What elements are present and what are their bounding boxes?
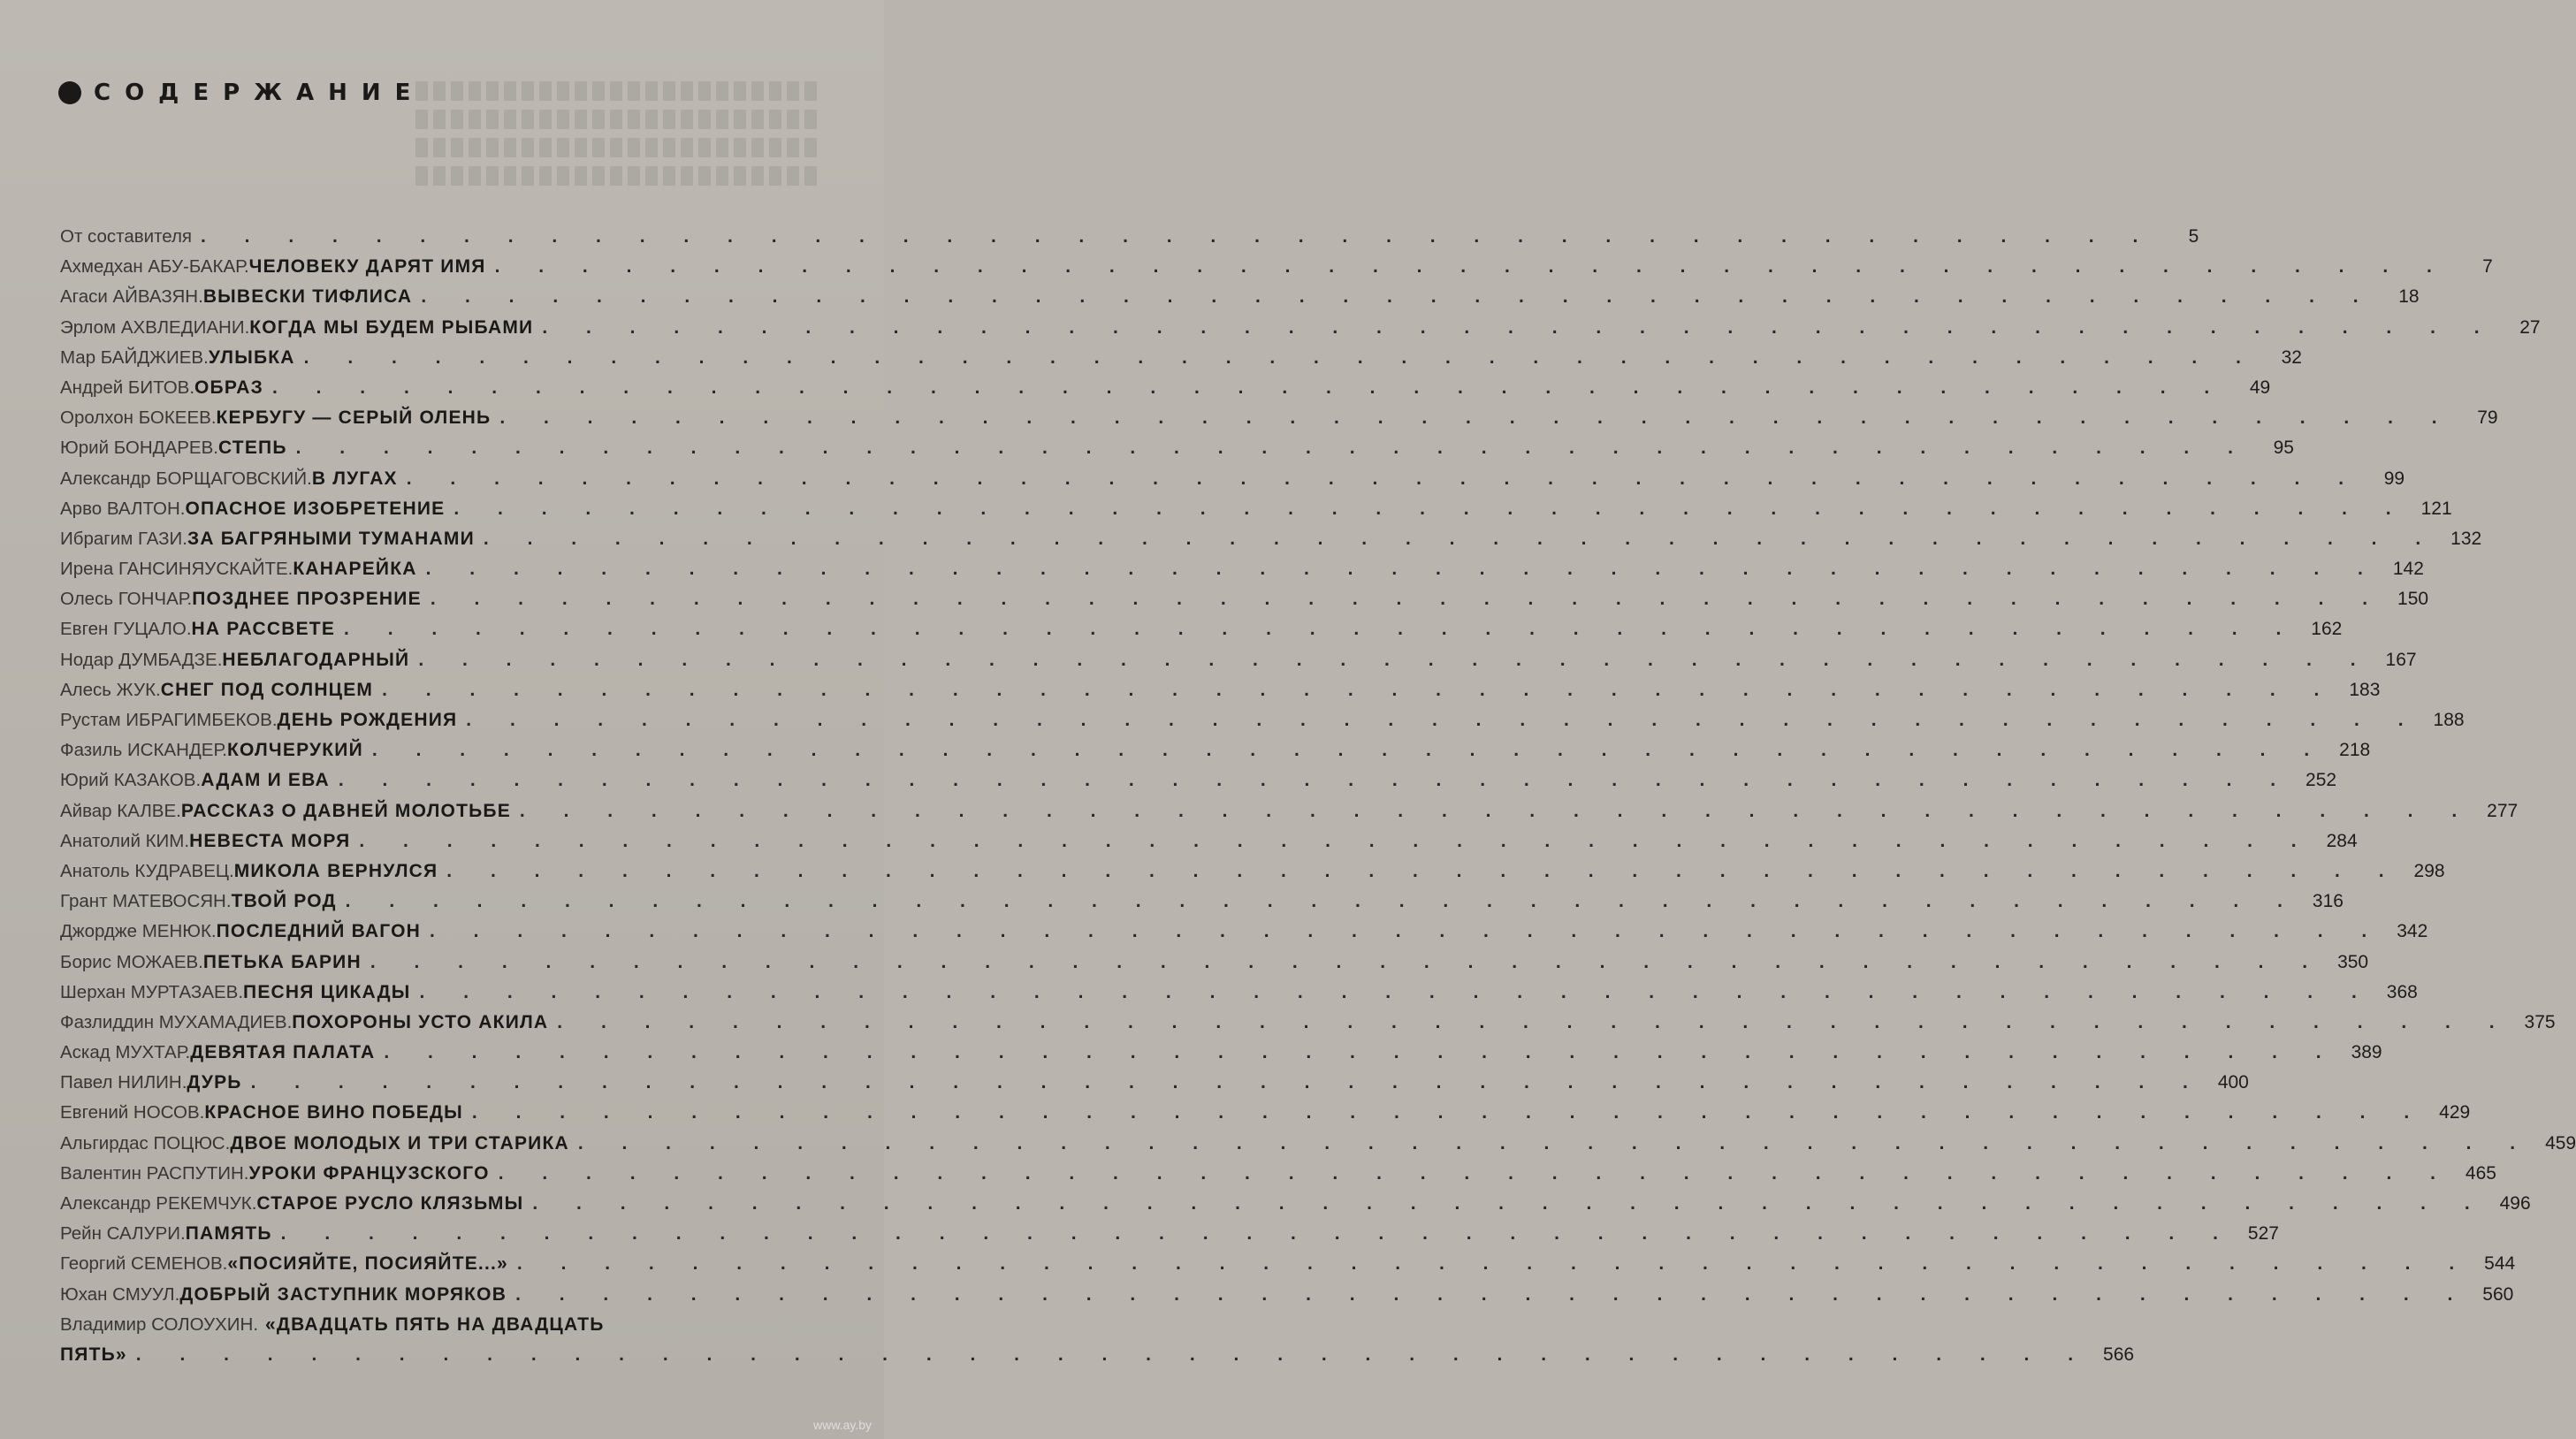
toc-page-number: 389 [2351, 1042, 2382, 1063]
toc-entry [60, 468, 2405, 499]
leader-dots: . . . . . . . . . . . . . . . . . . . . . . . . . . . . . . . . . . . . . . . . . . . . . [382, 679, 2336, 700]
toc-author: Рейн САЛУРИ. [60, 1223, 186, 1245]
toc-author: Александр БОРЩАГОВСКИЙ. [60, 468, 312, 489]
toc-work-title: ДВОЕ МОЛОДЫХ И ТРИ СТАРИКА [230, 1132, 569, 1153]
toc-author: Александр РЕКЕМЧУК. [60, 1193, 257, 1214]
leader-dots: . . . . . . . . . . . . . . . . . . . . . . . . . . . . . . . . . . . . . . . . . . . . . [429, 921, 2384, 942]
toc-author: Айвар КАЛВЕ. [60, 800, 181, 821]
toc-work-title: ДЕВЯТАЯ ПАЛАТА [190, 1042, 376, 1063]
toc-page-number: 132 [2450, 528, 2482, 549]
toc-author: Фазлиддин МУХАМАДИЕВ. [60, 1011, 293, 1032]
toc-work-title: ПЕСНЯ ЦИКАДЫ [243, 981, 411, 1002]
toc-work-title: КАНАРЕЙКА [293, 559, 417, 580]
toc-work-title: ОПАСНОЕ ИЗОБРЕТЕНИЕ [185, 498, 446, 519]
toc-work-title: ПЕТЬКА БАРИН [202, 951, 362, 972]
toc-page-number: 459 [2545, 1132, 2576, 1153]
toc-work-title: ДОБРЫЙ ЗАСТУПНИК МОРЯКОВ [179, 1283, 507, 1305]
table-of-contents [60, 226, 2576, 1374]
contents-header [58, 80, 424, 106]
toc-entry [60, 559, 2424, 589]
leader-dots: . . . . . . . . . . . . . . . . . . . . . . . . . . . . . . . . . . . . . . . . . . . . . [515, 1283, 2470, 1305]
toc-author: Юрий БОНДАРЕВ. [60, 438, 218, 459]
toc-entry [60, 1011, 2556, 1042]
toc-page-number: 79 [2477, 407, 2498, 429]
leader-dots: . . . . . . . . . . . . . . . . . . . . . . . . . . . . . . . . . . . . . . . . . . . . . [446, 860, 2401, 881]
toc-author: Фазиль ИСКАНДЕР. [60, 740, 227, 761]
toc-entry [60, 438, 2294, 468]
toc-page-number: 5 [2188, 226, 2199, 247]
leader-dots: . . . . . . . . . . . . . . . . . . . . . . . . . . . . . . . . . . . . . . . . . . . . . [371, 740, 2327, 761]
toc-work-title: КЕРБУГУ — СЕРЫЙ ОЛЕНЬ [216, 407, 492, 429]
toc-page-number: 316 [2312, 891, 2344, 912]
toc-work-title: ПАМЯТЬ [185, 1223, 272, 1245]
toc-work-title: КОЛЧЕРУКИЙ [226, 740, 363, 761]
leader-dots: . . . . . . . . . . . . . . . . . . . . . . . . . . . . . . . . . . . . . . . . . . . . . [542, 316, 2496, 338]
leader-dots: . . . . . . . . . . . . . . . . . . . . . . . . . . . . . . . . . . . . . . . . . . . . . [135, 1344, 2091, 1365]
toc-work-title: СТАРОЕ РУСЛО КЛЯЗЬМЫ [256, 1193, 524, 1214]
toc-work-title: ЗА БАГРЯНЫМИ ТУМАНАМИ [187, 528, 475, 549]
toc-page-number: 27 [2519, 316, 2541, 338]
toc-author: Эрлом АХВЛЕДИАНИ. [60, 316, 250, 338]
toc-entry [60, 740, 2371, 770]
toc-page-number: 150 [2397, 589, 2429, 610]
leader-dots: . . . . . . . . . . . . . . . . . . . . . . . . . . . . . . . . . . . . . . . . . . . . . [516, 1253, 2472, 1275]
toc-entry [60, 891, 2344, 921]
toc-work-title: УЛЫБКА [208, 346, 295, 368]
toc-entry [60, 1193, 2531, 1223]
toc-entry [60, 377, 2271, 407]
toc-work-title-line2: ПЯТЬ» [60, 1344, 127, 1365]
toc-page-number: 121 [2420, 498, 2452, 519]
toc-entry [60, 346, 2302, 377]
toc-work-title: СТЕПЬ [217, 438, 287, 459]
toc-author: Павел НИЛИН. [60, 1072, 187, 1093]
leader-dots: . . . . . . . . . . . . . . . . . . . . . . . . . . . . . . . . . . . . . . . . . . . . . [498, 1162, 2452, 1184]
toc-entry [60, 1072, 2249, 1102]
toc-work-title: НЕБЛАГОДАРНЫЙ [222, 649, 410, 670]
leader-dots: . . . . . . . . . . . . . . . . . . . . . . . . . . . . . . . . . . . . . . . . . . . . . [421, 286, 2375, 308]
leader-dots: . . . . . . . . . . . . . . . . . . . . . . . . . . . . . . . . . . . . . . . . . . . . . [471, 1102, 2427, 1123]
leader-dots: . . . . . . . . . . . . . . . . . . . . . . . . . . . . . . . . . . . . . . . . . . . . . [425, 559, 2380, 580]
leader-dots: . . . . . . . . . . . . . . . . . . . . . . . . . . . . . . . . . . . . . . . . . . . . . [483, 528, 2438, 549]
toc-work-title-line1: «ДВАДЦАТЬ ПЯТЬ НА ДВАДЦАТЬ [265, 1313, 605, 1335]
toc-page-number: 560 [2482, 1283, 2514, 1305]
leader-dots: . . . . . . . . . . . . . . . . . . . . . . . . . . . . . . . . . . . . . . . . . . . . . [406, 468, 2361, 489]
leader-dots: . . . . . . . . . . . . . . . . . . . . . . . . . . . . . . . . . . . . . . . . . . . . . [303, 346, 2258, 368]
leader-dots: . . . . . . . . . . . . . . . . . . . . . . . . . . . . . . . . . . . . . . . . . . . . . [370, 951, 2325, 972]
toc-author: Рустам ИБРАГИМБЕКОВ. [60, 710, 278, 730]
bullet-icon [58, 81, 81, 104]
leader-dots: . . . . . . . . . . . . . . . . . . . . . . . . . . . . . . . . . . . . . . . . . . . . . [295, 438, 2250, 459]
leader-dots: . . . . . . . . . . . . . . . . . . . . . . . . . . . . . . . . . . . . . . . . . . . . . [466, 710, 2420, 730]
toc-author: Алесь ЖУК. [60, 679, 161, 700]
toc-author: Мар БАЙДЖИЕВ. [60, 346, 209, 368]
toc-entry-last [60, 1313, 2135, 1374]
toc-work-title: УРОКИ ФРАНЦУЗСКОГО [248, 1162, 490, 1184]
toc-page-number: 188 [2433, 710, 2465, 730]
toc-author: Аскад МУХТАР. [60, 1042, 191, 1063]
toc-work-title: СНЕГ ПОД СОЛНЦЕМ [160, 679, 374, 700]
toc-work-title: ДУРЬ [187, 1072, 242, 1093]
toc-work-title: ПОСЛЕДНИЙ ВАГОН [216, 921, 421, 942]
toc-page-number: 252 [2305, 770, 2337, 791]
toc-author: Ахмедхан АБУ-БАКАР. [60, 256, 249, 278]
toc-entry [60, 770, 2337, 800]
toc-author: Анатоль КУДРАВЕЦ. [60, 860, 234, 881]
toc-work-title: ВЫВЕСКИ ТИФЛИСА [202, 286, 413, 308]
watermark: www.ay.by [813, 1418, 872, 1432]
toc-entry [60, 830, 2358, 861]
toc-author: Валентин РАСПУТИН. [60, 1162, 249, 1184]
toc-author: Грант МАТЕВОСЯН. [60, 891, 232, 912]
toc-work-title: «ПОСИЯЙТЕ, ПОСИЯЙТЕ...» [227, 1253, 508, 1275]
toc-author: Альгирдас ПОЦЮС. [60, 1132, 231, 1153]
toc-work-title: ДЕНЬ РОЖДЕНИЯ [277, 710, 458, 730]
toc-page-number: 429 [2439, 1102, 2471, 1123]
toc-page-number: 298 [2413, 860, 2445, 881]
toc-page-number: 284 [2326, 830, 2358, 851]
toc-entry [60, 589, 2429, 619]
toc-page-number: 527 [2247, 1223, 2279, 1245]
leader-dots: . . . . . . . . . . . . . . . . . . . . . . . . . . . . . . . . . . . . . . . . . . . . . [338, 770, 2293, 791]
page-title: СОДЕРЖАНИЕ [94, 80, 425, 106]
toc-entry [60, 1253, 2516, 1283]
leader-dots: . . . . . . . . . . . . . . . . . . . . . . . . . . . . . . . . . . . . . . . . . . . . . [519, 800, 2474, 821]
toc-author: Андрей БИТОВ. [60, 377, 195, 398]
leader-dots: . . . . . . . . . . . . . . . . . . . . . . . . . . . . . . . . . . . . . . . . . . . . . [577, 1132, 2533, 1153]
toc-page-number: 496 [2499, 1193, 2531, 1214]
toc-author: Джордже МЕНЮК. [60, 921, 217, 942]
leader-dots: . . . . . . . . . . . . . . . . . . . . . . . . . . . . . . . . . . . . . . . . . . . . . [419, 981, 2374, 1002]
toc-page-number: 99 [2383, 468, 2405, 489]
toc-author: Юхан СМУУЛ. [60, 1283, 180, 1305]
toc-page-number: 32 [2281, 346, 2302, 368]
toc-author: Агаси АЙВАЗЯН. [60, 286, 203, 308]
toc-entry [60, 256, 2493, 286]
toc-work-title: В ЛУГАХ [311, 468, 398, 489]
toc-entry [60, 316, 2541, 347]
toc-entry [60, 1132, 2576, 1163]
toc-work-title: НА РАССВЕТЕ [191, 619, 336, 640]
leader-dots: . . . . . . . . . . . . . . . . . . . . . . . . . . . . . . . . . . . . . . . . . . . . . [344, 619, 2298, 640]
toc-author: Евген ГУЦАЛО. [60, 619, 192, 640]
toc-author: Арво ВАЛТОН. [60, 498, 186, 519]
toc-work-title: ЧЕЛОВЕКУ ДАРЯТ ИМЯ [248, 256, 486, 278]
toc-work-title: КОГДА МЫ БУДЕМ РЫБАМИ [249, 316, 534, 338]
toc-page-number: 465 [2465, 1162, 2496, 1184]
leader-dots: . . . . . . . . . . . . . . . . . . . . . . . . . . . . . . . . . . . . . . . . . . . . . [430, 589, 2385, 610]
toc-work-title: ТВОЙ РОД [231, 891, 337, 912]
toc-entry [60, 1162, 2496, 1193]
toc-work-title: ОБРАЗ [194, 377, 263, 398]
toc-page-number: 18 [2398, 286, 2420, 308]
leader-dots: . . . . . . . . . . . . . . . . . . . . . . . . . . . . . . . . . . . . . . . . . . . . . [384, 1042, 2338, 1063]
toc-work-title: ПОЗДНЕЕ ПРОЗРЕНИЕ [192, 589, 422, 610]
toc-work-title: РАССКАЗ О ДАВНЕЙ МОЛОТЬБЕ [180, 800, 511, 821]
toc-page-number: 167 [2385, 649, 2417, 670]
toc-author: Нодар ДУМБАДЗЕ. [60, 649, 223, 670]
leader-dots: . . . . . . . . . . . . . . . . . . . . . . . . . . . . . . . . . . . . . . . . . . . . . [532, 1193, 2487, 1214]
toc-author: Владимир СОЛОУХИН. [60, 1313, 259, 1335]
toc-entry [60, 528, 2482, 559]
toc-work-title: ПОХОРОНЫ УСТО АКИЛА [292, 1011, 549, 1032]
leader-dots: . . . . . . . . . . . . . . . . . . . . . . . . . . . . . . . . . . . . . . . . . . . . . [280, 1223, 2235, 1245]
toc-page-number: 49 [2249, 377, 2271, 398]
toc-work-title: НЕВЕСТА МОРЯ [189, 830, 351, 851]
toc-entry [60, 286, 2420, 316]
toc-entry [60, 649, 2417, 680]
toc-author: Юрий КАЗАКОВ. [60, 770, 202, 791]
toc-page-number: 375 [2524, 1011, 2556, 1032]
toc-entry [60, 1102, 2471, 1132]
toc-author: Оролхон БОКЕЕВ. [60, 407, 217, 429]
toc-page-number: 277 [2487, 800, 2519, 821]
leader-dots: . . . . . . . . . . . . . . . . . . . . . . . . . . . . . . . . . . . . . . . . . . . . . [557, 1011, 2511, 1032]
toc-author: От составителя [60, 226, 193, 247]
toc-author: Георгий СЕМЕНОВ. [60, 1253, 228, 1275]
toc-entry [60, 981, 2418, 1012]
toc-entry [60, 619, 2343, 649]
toc-author: Олесь ГОНЧАР. [60, 589, 193, 610]
toc-page-number: 162 [2311, 619, 2343, 640]
leader-dots: . . . . . . . . . . . . . . . . . . . . . . . . . . . . . . . . . . . . . . . . . . . . . [494, 256, 2449, 278]
toc-page-number: 7 [2482, 256, 2493, 278]
toc-page-number: 183 [2349, 679, 2381, 700]
leader-dots: . . . . . . . . . . . . . . . . . . . . . . . . . . . . . . . . . . . . . . . . . . . . . [250, 1072, 2205, 1093]
toc-work-title: КРАСНОЕ ВИНО ПОБЕДЫ [204, 1102, 463, 1123]
toc-entry [60, 860, 2445, 891]
toc-page-number: 544 [2484, 1253, 2516, 1275]
leader-dots: . . . . . . . . . . . . . . . . . . . . . . . . . . . . . . . . . . . . . . . . . . . . . [453, 498, 2408, 519]
toc-entry [60, 1042, 2382, 1072]
toc-page-number: 142 [2392, 559, 2424, 580]
toc-entry [60, 407, 2498, 438]
toc-page-number: 400 [2217, 1072, 2249, 1093]
toc-entry [60, 710, 2465, 740]
toc-author: Евгений НОСОВ. [60, 1102, 205, 1123]
leader-dots: . . . . . . . . . . . . . . . . . . . . . . . . . . . . . . . . . . . . . . . . . . . . . [201, 226, 2155, 247]
toc-work-title: МИКОЛА ВЕРНУЛСЯ [233, 860, 438, 881]
leader-dots: . . . . . . . . . . . . . . . . . . . . . . . . . . . . . . . . . . . . . . . . . . . . . [418, 649, 2373, 670]
bleed-through-text [415, 81, 822, 223]
leader-dots: . . . . . . . . . . . . . . . . . . . . . . . . . . . . . . . . . . . . . . . . . . . . . [271, 377, 2227, 398]
toc-entry [60, 1283, 2514, 1314]
toc-author: Анатолий КИМ. [60, 830, 190, 851]
toc-page-number: 566 [2103, 1344, 2135, 1365]
leader-dots: . . . . . . . . . . . . . . . . . . . . . . . . . . . . . . . . . . . . . . . . . . . . . [499, 407, 2454, 429]
toc-entry [60, 800, 2519, 831]
toc-entry [60, 679, 2381, 710]
toc-entry [60, 226, 2199, 256]
toc-author: Борис МОЖАЕВ. [60, 951, 203, 972]
toc-entry [60, 498, 2452, 529]
leader-dots: . . . . . . . . . . . . . . . . . . . . . . . . . . . . . . . . . . . . . . . . . . . . . [359, 830, 2313, 851]
toc-entry [60, 951, 2369, 982]
toc-work-title: АДАМ И ЕВА [201, 770, 330, 791]
toc-page-number: 350 [2337, 951, 2369, 972]
toc-author: Ибрагим ГАЗИ. [60, 528, 187, 549]
leader-dots: . . . . . . . . . . . . . . . . . . . . . . . . . . . . . . . . . . . . . . . . . . . . . [345, 891, 2299, 912]
toc-page-number: 368 [2386, 981, 2418, 1002]
toc-page-number: 342 [2397, 921, 2428, 942]
toc-entry [60, 921, 2428, 951]
toc-author: Ирена ГАНСИНЯУСКАЙТЕ. [60, 559, 293, 580]
toc-page-number: 218 [2339, 740, 2371, 761]
toc-entry [60, 1223, 2279, 1253]
toc-page-number: 95 [2273, 438, 2294, 459]
toc-author: Шерхан МУРТАЗАЕВ. [60, 981, 244, 1002]
